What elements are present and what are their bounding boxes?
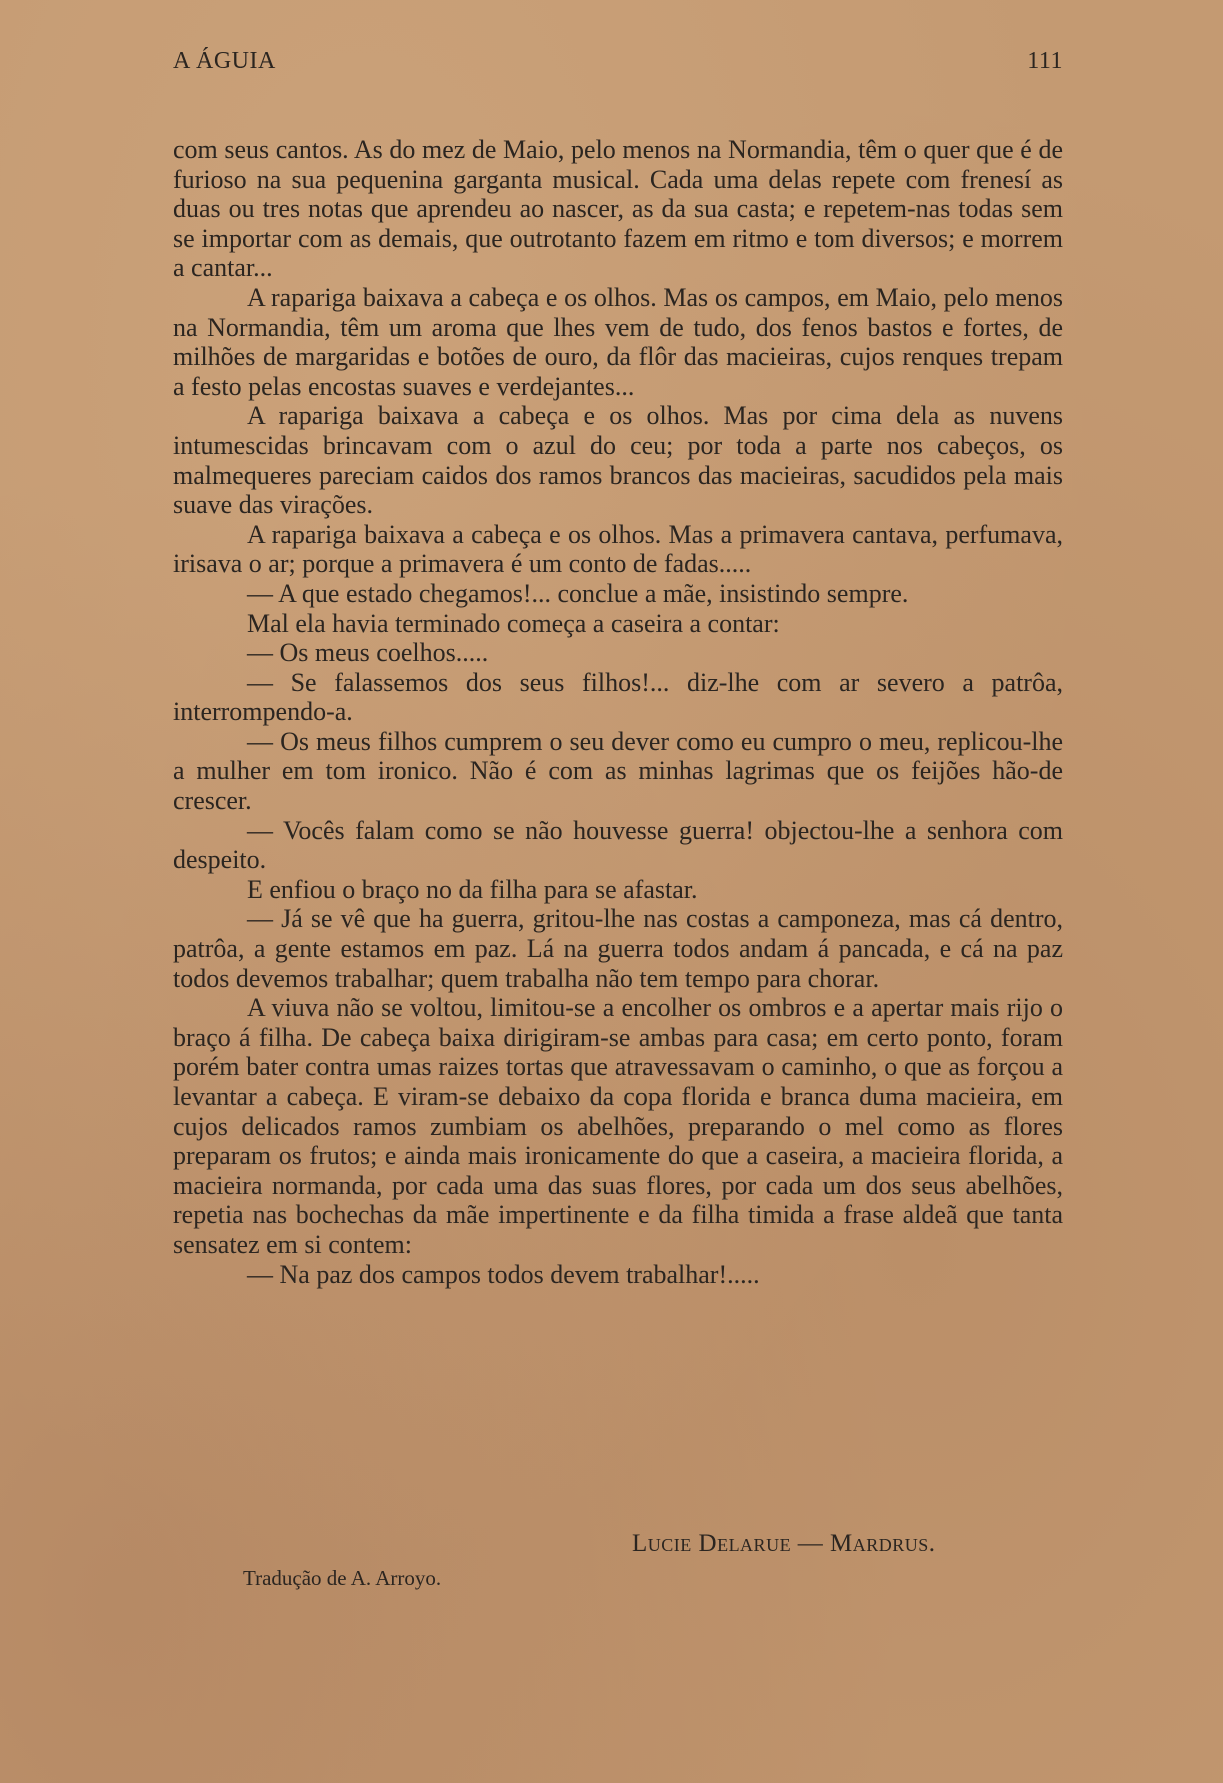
paragraph: — Se falassemos dos seus filhos!... diz-lhe com ar severo a patrôa, interrompendo-a.	[173, 667, 1063, 727]
paragraph: com seus cantos. As do mez de Maio, pelo menos na Normandia, têm o quer que é de furioso na sua pequenina garganta musical. Cada uma delas repete com frenesí as duas ou tres notas que aprendeu ao nascer, as da sua casta; e repetem-nas todas sem se importar com as demais, que outrotanto fazem em ritmo e tom diversos; e morrem a cantar...	[173, 135, 1063, 283]
page-number: 111	[1027, 48, 1063, 74]
article-body	[173, 135, 1063, 1289]
paragraph: Mal ela havia terminado começa a caseira a contar:	[247, 608, 780, 638]
paragraph: — Os meus coelhos.....	[247, 638, 489, 668]
author-signature: Lucie Delarue — Mardrus.	[632, 1530, 936, 1557]
paragraph: — A que estado chegamos!... conclue a mãe, insistindo sempre.	[247, 578, 909, 608]
paragraph: — Na paz dos campos todos devem trabalhar!.....	[247, 1259, 760, 1289]
paragraph: A rapariga baixava a cabeça e os olhos. Mas por cima dela as nuvens intumescidas brincavam com o azul do ceu; por toda a parte nos cabeços, os malmequeres pareciam caidos dos ramos brancos das macieiras, sacudidos pela mais suave das virações.	[173, 401, 1063, 520]
journal-title: A ÁGUIA	[173, 48, 276, 74]
paragraph: E enfiou o braço no da filha para se afastar.	[247, 874, 698, 904]
paragraph: — Vocês falam como se não houvesse guerra! objectou-lhe a senhora com despeito.	[173, 815, 1063, 875]
paragraph: — Os meus filhos cumprem o seu dever como eu cumpro o meu, replicou-lhe a mulher em tom ironico. Não é com as minhas lagrimas que os feijões hão-de crescer.	[173, 726, 1063, 816]
paragraph: A viuva não se voltou, limitou-se a encolher os ombros e a apertar mais rijo o braço á filha. De cabeça baixa dirigiram-se ambas para casa; em certo ponto, foram porém bater contra umas raizes tortas que atravessavam o caminho, o que as forçou a levantar a cabeça. E viram-se debaixo da copa florida e branca duma macieira, em cujos delicados ramos zumbiam os abelhões, preparando o mel como as flores preparam os frutos; e ainda mais ironicamente do que a caseira, a macieira florida, a macieira normanda, por cada uma das suas flores, por cada um dos seus abelhões, repetia nas bochechas da mãe impertinente e da filha timida a frase aldeã que tanta sensatez em si contem:	[173, 993, 1063, 1259]
paragraph: — Já se vê que ha guerra, gritou-lhe nas costas a camponeza, mas cá dentro, patrôa, a gente estamos em paz. Lá na guerra todos andam á pancada, e cá na paz todos devemos trabalhar; quem trabalha não tem tempo para chorar.	[173, 904, 1063, 993]
paragraph: A rapariga baixava a cabeça e os olhos. Mas os campos, em Maio, pelo menos na Normandia, têm um aroma que lhes vem de tudo, dos fenos bastos e fortes, de milhões de margaridas e botões de ouro, da flôr das macieiras, cujos renques trepam a festo pelas encostas suaves e verdejantes...	[173, 282, 1063, 401]
paragraph: A rapariga baixava a cabeça e os olhos. Mas a primavera cantava, perfumava, irisava o ar; porque a primavera é um conto de fadas.....	[173, 519, 1063, 579]
running-header	[173, 48, 1063, 75]
translation-credit: Tradução de A. Arroyo.	[243, 1566, 442, 1590]
